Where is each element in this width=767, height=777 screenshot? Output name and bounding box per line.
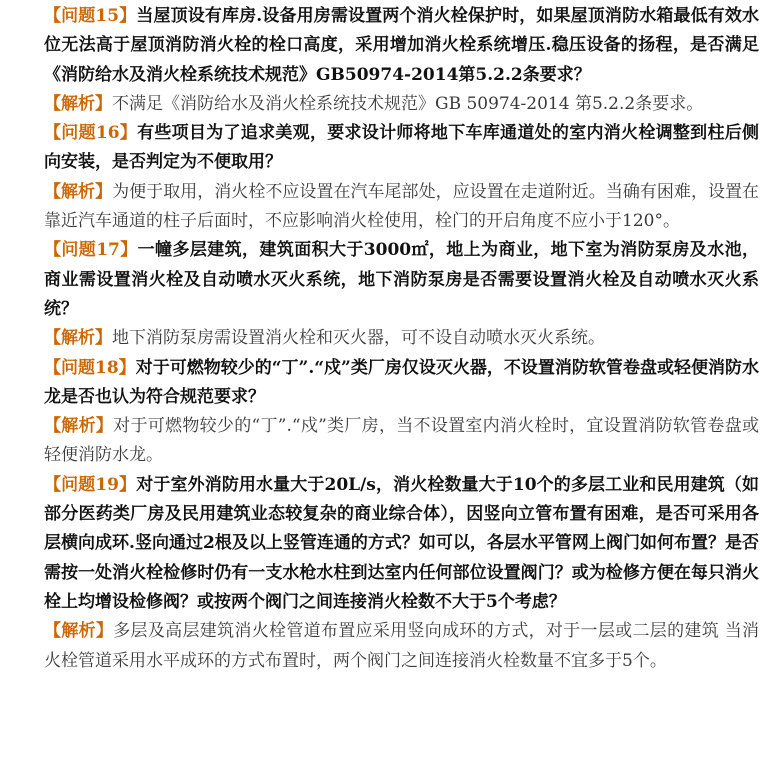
question-tag-close: 】 — [118, 357, 136, 378]
question-tag-open: 【 — [44, 6, 62, 26]
analysis-tag-close: 】 — [95, 328, 112, 349]
question-tag-close: 】 — [119, 123, 138, 144]
question-17-label: 问题17 — [61, 240, 120, 261]
question-15-text: 当屋顶设有库房.设备用房需设置两个消火栓保护时，如果屋顶消防水箱最低有效水位无法高于屋顶消防消火栓的栓口高度，采用增加消火栓系统增压.稳压设备的扬程，是否满足《消防给水及消火栓系统技术规范》GB50974-2014第5.2.2条要求？ — [44, 6, 759, 85]
question-18-label: 问题18 — [61, 357, 119, 378]
question-19-label: 问题19 — [61, 474, 120, 495]
question-15 — [44, 2, 759, 90]
analysis-19-text: 多层及高层建筑消火栓管道布置应采用竖向成环的方式，对于一层或二层的建筑 当消火栓管道采用水平成环的方式布置时，两个阀门之间连接消火栓数量不宜多于5个。 — [44, 621, 760, 671]
analysis-label: 解析 — [61, 621, 96, 642]
question-16-text: 有些项目为了追求美观，要求设计师将地下车库通道处的室内消火栓调整到柱后侧向安装，是否判定为不便取用？ — [44, 123, 760, 173]
question-tag-open: 【 — [44, 474, 62, 495]
question-15-label: 问题15 — [61, 6, 120, 26]
analysis-18 — [44, 412, 759, 471]
question-tag-close: 】 — [119, 474, 137, 495]
analysis-tag-close: 】 — [95, 93, 112, 114]
analysis-tag-open: 【 — [44, 416, 62, 437]
analysis-17 — [44, 324, 759, 353]
question-tag-open: 【 — [44, 123, 62, 144]
analysis-label: 解析 — [61, 328, 95, 349]
question-16-label: 问题16 — [61, 123, 120, 144]
analysis-tag-close: 】 — [95, 181, 113, 202]
question-tag-open: 【 — [44, 240, 62, 261]
analysis-tag-close: 】 — [95, 621, 114, 642]
question-tag-open: 【 — [44, 357, 62, 378]
analysis-label: 解析 — [61, 416, 96, 437]
question-19-text: 对于室外消防用水量大于20L/s，消火栓数量大于10个的多层工业和民用建筑（如部分医药类厂房及民用建筑业态较复杂的商业综合体），因竖向立管布置有困难，是否可采用各层横向成环.竖向通过2根及以上竖管连通的方式？如可以，各层水平管网上阀门如何布置？是否需按一处消火栓检修时仍有一支水枪水柱到达室内任何部位设置阀门？或为检修方便在每只消火栓上均增设检修阀？或按两个阀门之间连接消火栓数不大于5个考虑？ — [44, 474, 760, 612]
analysis-16-text: 为便于取用，消火栓不应设置在汽车尾部处，应设置在走道附近。当确有困难，设置在靠近汽车通道的柱子后面时，不应影响消火栓使用，栓门的开启角度不应小于120°。 — [44, 181, 760, 232]
question-17-text: 一幢多层建筑，建筑面积大于3000㎡，地上为商业，地下室为消防泵房及水池，商业需设置消火栓及自动喷水灭火系统，地下消防泵房是否需要设置消火栓及自动喷水灭火系统？ — [44, 240, 759, 319]
question-17 — [44, 236, 759, 324]
analysis-15-text: 不满足《消防给水及消火栓系统技术规范》GB 50974-2014 第5.2.2条要求。 — [112, 93, 704, 114]
analysis-18-text: 对于可燃物较少的“丁”.“戍”类厂房，当不设置室内消火栓时，宜设置消防软管卷盘或轻便消防水龙。 — [44, 416, 760, 466]
analysis-label: 解析 — [61, 181, 96, 202]
question-18-text: 对于可燃物较少的“丁”.“戍”类厂房仅设灭火器，不设置消防软管卷盘或轻便消防水龙是否也认为符合规范要求？ — [44, 357, 759, 407]
analysis-tag-open: 【 — [44, 328, 61, 349]
question-19 — [44, 471, 759, 617]
analysis-17-text: 地下消防泵房需设置消火栓和灭火器，可不设自动喷水灭火系统。 — [112, 328, 605, 349]
analysis-19 — [44, 617, 759, 676]
analysis-tag-open: 【 — [44, 181, 62, 202]
analysis-tag-open: 【 — [44, 93, 61, 114]
analysis-tag-open: 【 — [44, 621, 62, 642]
analysis-15 — [44, 90, 759, 119]
analysis-label: 解析 — [61, 93, 95, 114]
question-16 — [44, 119, 759, 178]
question-tag-close: 】 — [119, 6, 137, 26]
analysis-16 — [44, 178, 759, 237]
question-tag-close: 】 — [119, 240, 138, 261]
analysis-tag-close: 】 — [95, 416, 114, 437]
question-18 — [44, 354, 759, 413]
